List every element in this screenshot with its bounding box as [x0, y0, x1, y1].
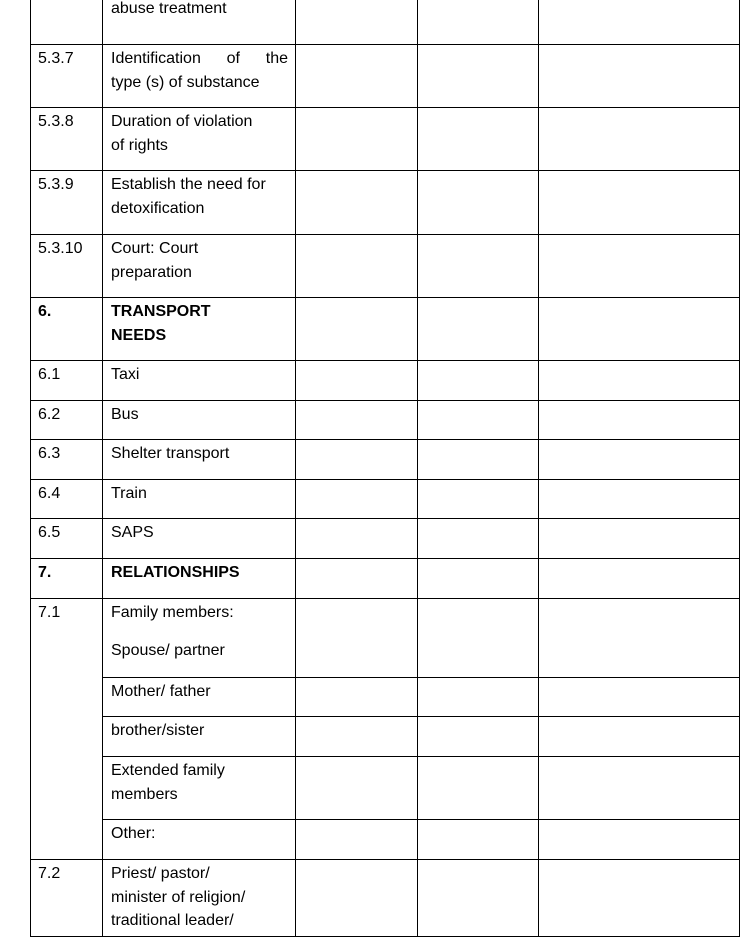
- table-row: [31, 559, 740, 599]
- table-row: [31, 757, 740, 820]
- response-cell[interactable]: [418, 108, 539, 171]
- table-row: [31, 860, 740, 937]
- response-cell[interactable]: [539, 480, 740, 519]
- response-cell[interactable]: [418, 0, 539, 45]
- item-number: 6.3: [31, 440, 103, 480]
- item-number: 5.3.10: [31, 235, 103, 298]
- item-description: [103, 171, 296, 235]
- response-cell[interactable]: [539, 820, 740, 860]
- item-description: [103, 235, 296, 298]
- response-cell[interactable]: [418, 860, 539, 937]
- table-row: [31, 298, 740, 361]
- response-cell[interactable]: [296, 45, 418, 108]
- item-description: [103, 401, 296, 440]
- item-number: 6.2: [31, 401, 103, 440]
- item-description: [103, 519, 296, 559]
- description-line: detoxification: [111, 199, 205, 217]
- description-line: minister of religion/: [111, 888, 246, 906]
- response-cell[interactable]: [296, 298, 418, 361]
- response-cell[interactable]: [418, 298, 539, 361]
- response-cell[interactable]: [539, 361, 740, 401]
- response-cell[interactable]: [418, 440, 539, 480]
- response-cell[interactable]: [296, 559, 418, 599]
- response-cell[interactable]: [418, 717, 539, 757]
- item-number: 5.3.7: [31, 45, 103, 108]
- response-cell[interactable]: [296, 0, 418, 45]
- response-cell[interactable]: [296, 599, 418, 678]
- response-cell[interactable]: [296, 678, 418, 717]
- table-row: [31, 480, 740, 519]
- description-line: brother/sister: [111, 722, 205, 739]
- description-line: type (s) of substance: [111, 73, 260, 91]
- item-description: [103, 599, 296, 678]
- response-cell[interactable]: [539, 678, 740, 717]
- response-cell[interactable]: [418, 559, 539, 599]
- table-row: [31, 0, 740, 45]
- item-description: [103, 717, 296, 757]
- description-line: Spouse/ partner: [111, 641, 225, 659]
- response-cell[interactable]: [539, 0, 740, 45]
- response-cell[interactable]: [296, 440, 418, 480]
- description-line: Bus: [111, 406, 139, 423]
- item-number: 6.5: [31, 519, 103, 559]
- item-description: [103, 108, 296, 171]
- table-row: [31, 440, 740, 480]
- response-cell[interactable]: [296, 480, 418, 519]
- description-line: members: [111, 785, 178, 803]
- response-cell[interactable]: [539, 171, 740, 235]
- item-number: 7.1: [31, 599, 103, 860]
- description-line: NEEDS: [111, 326, 167, 344]
- description-line: preparation: [111, 263, 192, 281]
- table-row: [31, 45, 740, 108]
- description-line: Taxi: [111, 366, 140, 383]
- table-row: [31, 599, 740, 678]
- description-line: Identification of the: [111, 50, 288, 67]
- assessment-table: [30, 0, 740, 937]
- description-line: Mother/ father: [111, 683, 211, 700]
- response-cell[interactable]: [418, 480, 539, 519]
- table-row: [31, 235, 740, 298]
- description-line: traditional leader/: [111, 912, 234, 929]
- section-heading: [103, 559, 296, 599]
- response-cell[interactable]: [418, 820, 539, 860]
- table-row: [31, 678, 740, 717]
- description-line: RELATIONSHIPS: [111, 564, 240, 581]
- description-line: Family members:: [111, 604, 234, 621]
- response-cell[interactable]: [296, 401, 418, 440]
- item-description: [103, 361, 296, 401]
- response-cell[interactable]: [539, 599, 740, 678]
- item-description: [103, 45, 296, 108]
- response-cell[interactable]: [418, 171, 539, 235]
- description-line: of rights: [111, 136, 168, 154]
- table-row: [31, 401, 740, 440]
- table-row: [31, 820, 740, 860]
- response-cell[interactable]: [296, 717, 418, 757]
- description-line: TRANSPORT: [111, 303, 211, 320]
- table-row: [31, 717, 740, 757]
- response-cell[interactable]: [539, 45, 740, 108]
- line-gap: [111, 625, 288, 639]
- table-row: [31, 519, 740, 559]
- description-line: Train: [111, 485, 147, 502]
- item-description: [103, 860, 296, 937]
- section-heading: [103, 298, 296, 361]
- response-cell[interactable]: [418, 45, 539, 108]
- response-cell[interactable]: [418, 361, 539, 401]
- item-number: 5.3.9: [31, 171, 103, 235]
- response-cell[interactable]: [539, 235, 740, 298]
- response-cell[interactable]: [539, 401, 740, 440]
- item-description: [103, 820, 296, 860]
- item-description: [103, 678, 296, 717]
- item-description: [103, 0, 296, 45]
- item-number: [31, 0, 103, 45]
- table-row: [31, 108, 740, 171]
- response-cell[interactable]: [296, 171, 418, 235]
- response-cell[interactable]: [539, 717, 740, 757]
- response-cell[interactable]: [296, 519, 418, 559]
- response-cell[interactable]: [296, 108, 418, 171]
- response-cell[interactable]: [418, 235, 539, 298]
- item-number: 5.3.8: [31, 108, 103, 171]
- response-cell[interactable]: [418, 599, 539, 678]
- description-line: Shelter transport: [111, 445, 230, 462]
- table-row: [31, 361, 740, 401]
- description-line: SAPS: [111, 524, 154, 541]
- description-line: Other:: [111, 825, 156, 842]
- response-cell[interactable]: [418, 678, 539, 717]
- response-cell[interactable]: [539, 108, 740, 171]
- description-line: Duration of violation: [111, 113, 253, 130]
- item-description: [103, 480, 296, 519]
- section-number: 7.: [31, 559, 103, 599]
- item-number: 6.1: [31, 361, 103, 401]
- description-line: Establish the need for: [111, 176, 266, 193]
- response-cell[interactable]: [296, 757, 418, 820]
- response-cell[interactable]: [539, 298, 740, 361]
- response-cell[interactable]: [539, 440, 740, 480]
- response-cell[interactable]: [539, 519, 740, 559]
- table-row: [31, 171, 740, 235]
- response-cell[interactable]: [539, 559, 740, 599]
- description-line: abuse treatment: [111, 0, 227, 17]
- response-cell[interactable]: [418, 401, 539, 440]
- response-cell[interactable]: [539, 860, 740, 937]
- response-cell[interactable]: [539, 757, 740, 820]
- section-number: 6.: [31, 298, 103, 361]
- response-cell[interactable]: [418, 519, 539, 559]
- response-cell[interactable]: [418, 757, 539, 820]
- item-number: 7.2: [31, 860, 103, 937]
- item-description: [103, 757, 296, 820]
- response-cell[interactable]: [296, 235, 418, 298]
- description-line: Court: Court: [111, 240, 199, 257]
- item-description: [103, 440, 296, 480]
- description-line: Extended family: [111, 762, 225, 779]
- item-number: 6.4: [31, 480, 103, 519]
- response-cell[interactable]: [296, 361, 418, 401]
- response-cell[interactable]: [296, 860, 418, 937]
- description-line: Priest/ pastor/: [111, 865, 210, 882]
- response-cell[interactable]: [296, 820, 418, 860]
